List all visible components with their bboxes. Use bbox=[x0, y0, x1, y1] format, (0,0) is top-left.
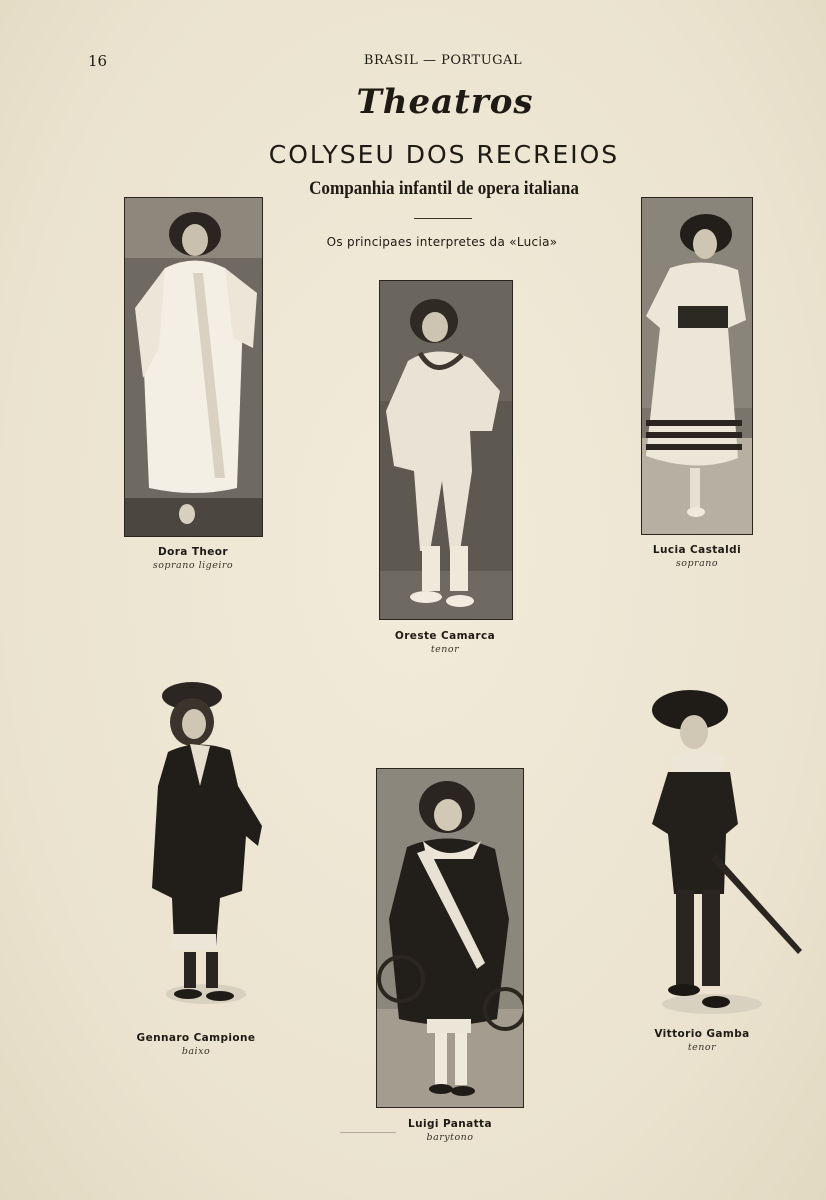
performer-role: tenor bbox=[687, 1042, 717, 1053]
running-head: BRASIL — PORTUGAL bbox=[363, 53, 523, 68]
company-subtitle: Companhia infantil de opera italiana bbox=[309, 178, 579, 199]
divider-rule bbox=[414, 218, 472, 219]
venue-title: COLYSEU DOS RECREIOS bbox=[268, 140, 620, 169]
faded-stamp-mark bbox=[340, 1122, 396, 1133]
page-number: 16 bbox=[88, 52, 108, 70]
performer-name: Dora Theor bbox=[158, 546, 228, 558]
photo-caption-intro: Os principaes interpretes da «Lucia» bbox=[326, 235, 558, 249]
performer-name: Vittorio Gamba bbox=[654, 1028, 750, 1040]
photo-vittorio-gamba bbox=[646, 684, 804, 1024]
performer-name: Oreste Camarca bbox=[394, 630, 496, 642]
performer-name: Gennaro Campione bbox=[136, 1032, 256, 1044]
performer-role: tenor bbox=[430, 644, 460, 655]
photo-luigi-panatta bbox=[376, 768, 524, 1108]
performer-role: soprano ligeiro bbox=[152, 560, 234, 571]
performer-role: baixo bbox=[181, 1046, 211, 1057]
photo-gennaro-campione bbox=[146, 676, 274, 1016]
section-title: Theatros bbox=[356, 82, 534, 122]
photo-oreste-camarca bbox=[379, 280, 513, 620]
performer-name: Lucia Castaldi bbox=[652, 544, 742, 556]
performer-name: Luigi Panatta bbox=[408, 1118, 492, 1130]
performer-role: soprano bbox=[675, 558, 719, 569]
performer-role: barytono bbox=[426, 1132, 474, 1143]
photo-dora-theor bbox=[124, 197, 263, 537]
photo-lucia-castaldi bbox=[641, 197, 753, 535]
